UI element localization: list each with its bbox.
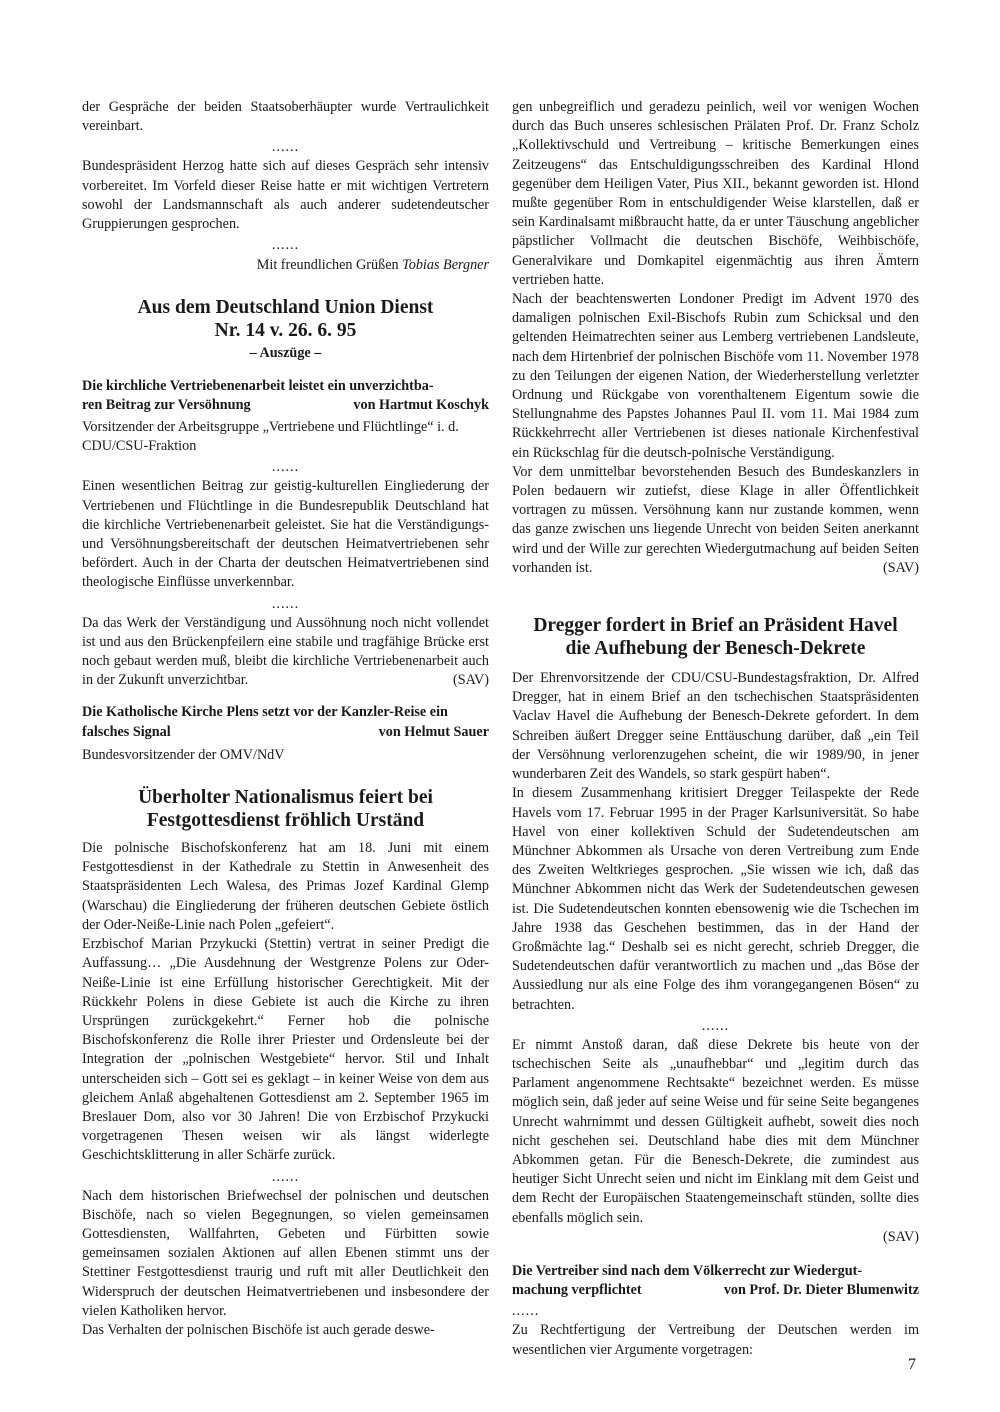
paragraph: Vor dem unmittelbar bevorstehenden Besuch des Bundeskanzlers in Polen bedauern wir zutiefst, diese Klage in aller Öffentlichkeit vortragen zu müssen. Versöhnung kann nur zustande kommen, wenn das ganze zwischen uns liegende Unrecht von beiden Seiten anerkannt wird und der Wille zur gerechten Wiedergutmachung auf beiden Seiten vorhanden ist. (SAV) (512, 463, 919, 578)
section-heading: Überholter Nationalismus feiert bei Festgottesdienst fröhlich Urständ (138, 787, 433, 832)
excerpt-label: – Auszüge – (249, 345, 322, 362)
letter-signature (82, 256, 489, 275)
author-role: Bundesvorsitzender der OMV/NdV (82, 746, 285, 763)
author: von Hartmut Koschyk (353, 396, 489, 413)
right-column (512, 98, 919, 1360)
ellipsis-separator: ...... (271, 1168, 300, 1185)
ellipsis-separator: ...... (701, 1017, 730, 1034)
paragraph: Einen wesentlichen Beitrag zur geistig-kulturellen Eingliederung der Vertriebenen und Flüchtlinge in die Bundesrepublik Deutschland hat die kirchliche Vertriebenenarbeit geleistet. Sie hat die Verständigungs- und Versöhnungsbereitschaft der deutschen Heimatvertriebenen sehr befördert. Auch in der Charta der deutschen Heimatvertriebenen sind theologische Einflüsse unverkennbar. (82, 478, 489, 591)
ellipsis-separator: ...... (271, 237, 300, 254)
paragraph: Er nimmt Anstoß daran, daß diese Dekrete bis heute von der tschechischen Seite als „unaufhebbar“ und „legitim durch das Parlament angenommene Rechtsakte“ bezeichnet werden. Es müsse möglich sein, daß jeder auf seine Weise und für seine Seite begangenes Unrecht wahrnimmt und dessen Gültigkeit aufhebt, soweit dies noch nicht geschehen sei. Deutschland habe dies mit dem Münchner Abkommen getan. Für die Benesch-Dekrete, die zumindest aus heutiger Sicht Unrecht seien und nicht im Einklang mit dem Geist und dem Recht der Europäischen Staatengemeinschaft stünden, sollte dies ebenfalls möglich sein. (512, 1036, 919, 1226)
signature-name: Tobias Bergner (402, 257, 489, 274)
paragraph: Nach dem historischen Briefwechsel der polnischen und deutschen Bischöfe, nach so vielen Begegnungen, so vielen gemeinsamen Gottesdiensten, Wallfahrten, Gebeten und Fürbitten sowie gemeinsamen sozialen Aktionen auf allen Ebenen stimmt uns der Stettiner Festgottesdienst traurig und ruft mit aller Deutlichkeit den Widerspruch der deutschen Heimatvertriebenen und insbesondere der vielen Katholiken hervor. (82, 1187, 489, 1319)
source-tag: (SAV) (882, 559, 919, 576)
ellipsis-separator: ...... (271, 139, 300, 156)
left-column (82, 98, 489, 1340)
paragraph: Bundespräsident Herzog hatte sich auf dieses Gespräch sehr intensiv vorbereitet. Im Vorfeld dieser Reise hatte er mit wichtigen Vertretern sowohl der Landsmannschaft als auch anderer sudetendeutscher Gruppierungen gesprochen. (82, 158, 489, 233)
ellipsis-separator: ...... (271, 595, 300, 612)
section-heading: Aus dem Deutschland Union Dienst Nr. 14 v. 26. 6. 95 (137, 297, 434, 342)
paragraph: der Gespräche der beiden Staatsoberhäupter wurde Vertraulichkeit vereinbart. (82, 99, 489, 135)
paragraph: Nach der beachtenswerten Londoner Predigt im Advent 1970 des damaligen polnischen Exil-Bischofs Rubin zum Schicksal und den geltenden Heimatrechten seiner aus Lemberg vertriebenen Landsleute, nach dem Hirtenbrief der polnischen Bischöfe vom 11. November 1978 zu den Teilungen der eigenen Nation, der Wiederherstellung verletzter Ordnung und Rückgabe von vorenthaltenem Eigentum sowie die Stellungnahme des Papstes Johannes Paul II. vom 11. Mai 1984 zum Rückkehrrecht aller Vertriebenen ist dieses nationale Kirchenfestival ein Rückschlag für die deutsch-polnische Verständigung. (512, 291, 919, 461)
paragraph: Da das Werk der Verständigung und Aussöhnung noch nicht vollendet ist und aus den Brückenpfeilern eine stabile und tragfähige Brücke erst noch gebaut werden muß, bleibt die kirchliche Vertriebenenarbeit auch in der Zukunft unverzichtbar. (SAV) (82, 614, 489, 691)
ellipsis-separator: ...... (512, 1303, 540, 1320)
greeting: Mit freundlichen Grüßen (256, 257, 399, 274)
author: von Helmut Sauer (378, 723, 489, 740)
paragraph: Zu Rechtfertigung der Vertreibung der Deutschen werden im wesentlichen vier Argumente vorgetragen: (512, 1322, 919, 1358)
article-title: Die Vertreiber sind nach dem Völkerrecht zur Wiedergut- machung verpflichtet von Prof. Dr. Dieter Blumenwitz (512, 1262, 919, 1300)
paragraph: Erzbischof Marian Przykucki (Stettin) vertrat in seiner Predigt die Auffassung… „Die Ausdehnung der Westgrenze Polens zur Oder-Neiße-Linie ist eine Erfüllung historischer Gerechtigkeit. Mit der Rückkehr Polens in diese Gebiete ist auch die Kirche zu ihren Ursprüngen zurückgekehrt.“ Ferner hob die polnische Bischofskonferenz die Rolle ihrer Priester und Ordensleute bei der Integration der „polnischen Westgebiete“ hervor. Stil und Inhalt unterscheiden sich – Gott sei es geklagt – in keiner Weise von dem aus gleichem Anlaß abgehaltenen Gottesdienst am 2. September 1965 im Breslauer Dom, also vor 30 Jahren! Die von Erzbischof Przykucki vorgetragenen Thesen weisen wir als längst widerlegte Geschichtsklitterung in aller Schärfe zurück. (82, 936, 489, 1164)
section-heading: Dregger fordert in Brief an Präsident Havel die Aufhebung der Benesch-Dekrete (533, 615, 898, 660)
ellipsis-separator: ...... (271, 459, 300, 476)
page-number: 7 (908, 1356, 916, 1373)
paragraph: Der Ehrenvorsitzende der CDU/CSU-Bundestagsfraktion, Dr. Alfred Dregger, hat in einem Brief an den tschechischen Staatspräsidenten Vaclav Havel die Aufhebung der Benesch-Dekrete gefordert. In dem Schreiben äußert Dregger seine Enttäuschung darüber, daß „ein Teil der Versöhnung verlorenzugehen scheint, die wir 1989/90, in jener wunderbaren Zeit des Wandels, so stark gespürt haben“. (512, 670, 919, 783)
paragraph: gen unbegreiflich und geradezu peinlich, weil vor wenigen Wochen durch das Buch unseres schlesischen Prälaten Prof. Dr. Franz Scholz „Kollektivschuld und Vertreibung – kritische Bemerkungen eines Zeitzeugens“ das Entschuldigungsschreiben des Kardinal Hlond gegenüber dem Heiligen Vater, Pius XII., bekannt geworden ist. Hlond mußte gegenüber Rom in entschuldigender Weise klarstellen, daß er sein Kardinalsamt mißbraucht hatte, da er unter Täuschung angeblicher päpstlicher Vollmacht die deutschen Bischöfe, Weihbischöfe, Generalvikare und Domkapitel eigenmächtig aus ihren Ämtern vertrieben hatte. (512, 99, 919, 288)
article-title: Die kirchliche Vertriebenenarbeit leistet ein unverzichtba- ren Beitrag zur Versöhnung von Hartmut Koschyk (82, 377, 489, 415)
article-title: Die Katholische Kirche Plens setzt vor der Kanzler-Reise ein falsches Signal von Helmut Sauer (82, 703, 489, 741)
paragraph: In diesem Zusammenhang kritisiert Dregger Teilaspekte der Rede Havels vom 17. Februar 1995 in der Prager Karlsuniversität. So habe Havel von einer kollektiven Schuld der Sudetendeutschen am Münchner Abkommen als Ursache von deren Vertreibung zum Ende des Zweiten Weltkrieges gesprochen. „Sie wissen wie ich, daß das Münchner Abkommen nicht das Werk der Sudetendeutschen gewesen ist. Die Sudetendeutschen konnten ebensowenig wie die Tschechen im Jahre 1938 das Geschehen bestimmen, das in der Hand der Großmächte lag.“ Deshalb sei es nicht gerecht, schrieb Dregger, die Sudetendeutschen dafür verantwortlich zu machen und „das Böse der Aussiedlung nur als eine Folge des ihm vorangegangenen Bösen“ zu betrachten. (512, 785, 919, 1013)
paragraph: Die polnische Bischofskonferenz hat am 18. Juni mit einem Festgottesdienst in der Kathedrale zu Stettin in Anwesenheit des Staatspräsidenten Lech Walesa, des Primas Jozef Kardinal Glemp (Warschau) die Eingliederung der früheren deutschen Gebiete östlich der Oder-Neiße-Linie nach Polen „gefeiert“. (82, 840, 489, 933)
paragraph: Das Verhalten der polnischen Bischöfe ist auch gerade deswe- (82, 1321, 435, 1338)
source-tag: (SAV) (452, 672, 489, 689)
author: von Prof. Dr. Dieter Blumenwitz (723, 1282, 919, 1299)
source-tag: (SAV) (882, 1228, 919, 1245)
author-role: Vorsitzender der Arbeitsgruppe „Vertriebene und Flüchtlinge“ i. d. CDU/CSU-Fraktion (82, 419, 459, 455)
